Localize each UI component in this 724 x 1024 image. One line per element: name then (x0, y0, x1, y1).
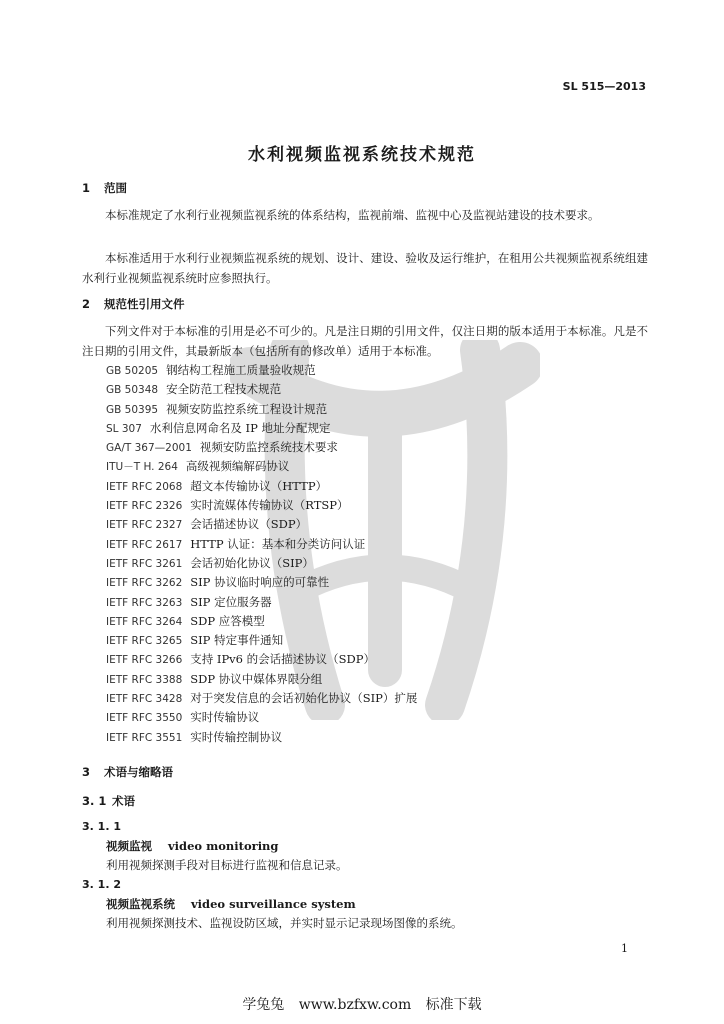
reference-item: IETF RFC 3551 实时传输控制协议 (106, 729, 283, 744)
reference-item: IETF RFC 2327 会话描述协议（SDP） (106, 517, 308, 532)
section-2-title: 规范性引用文件 (104, 297, 185, 311)
term-number: 3. 1. 1 (82, 820, 121, 833)
reference-item: GB 50395 视频安防监控系统工程设计规范 (106, 401, 328, 416)
document-title: 水利视频监视系统技术规范 (248, 145, 476, 165)
reference-item: IETF RFC 3266 支持 IPv6 的会话描述协议（SDP） (106, 652, 375, 667)
term-name (106, 896, 356, 912)
reference-item: GB 50348 安全防范工程技术规范 (106, 382, 282, 397)
subsection-3-1-title: 术语 (112, 794, 135, 808)
term-en: video surveillance system (191, 897, 356, 911)
reference-item: IETF RFC 2617 HTTP 认证：基本和分类访问认证 (106, 536, 366, 551)
reference-item: ITU－T H. 264 高级视频编解码协议 (106, 459, 290, 474)
term-number: 3. 1. 2 (82, 878, 121, 891)
normative-intro: 下列文件对于本标准的引用是必不可少的。凡是注日期的引用文件，仅注日期的版本适用于本标准。凡是不注日期的引用文件，其最新版本（包括所有的修改单）适用于本标准。 (82, 324, 648, 358)
reference-list (106, 361, 417, 747)
section-2-heading (82, 296, 185, 312)
section-1-number: 1 (82, 181, 91, 195)
scope-paragraph-2: 本标准适用于水利行业视频监视系统的规划、设计、建设、验收及运行维护，在租用公共视频监视系统组建水利行业视频监视系统时应参照执行。 (82, 251, 648, 285)
section-1-title: 范围 (104, 181, 127, 195)
reference-item: IETF RFC 3428 对于突发信息的会话初始化协议（SIP）扩展 (106, 691, 418, 706)
section-3-number: 3 (82, 765, 91, 779)
term-name (106, 838, 278, 854)
reference-item: GB 50205 钢结构工程施工质量验收规范 (106, 363, 316, 377)
reference-item: SL 307 水利信息网命名及 IP 地址分配规定 (106, 420, 331, 435)
reference-item: IETF RFC 2068 超文本传输协议（HTTP） (106, 478, 328, 493)
subsection-3-1-number: 3. 1 (82, 794, 107, 808)
reference-item: IETF RFC 3388 SDP 协议中媒体界限分组 (106, 671, 323, 686)
reference-item: IETF RFC 3261 会话初始化协议（SIP） (106, 555, 314, 570)
section-3-heading (82, 764, 173, 780)
section-3-title: 术语与缩略语 (104, 765, 173, 779)
footer-watermark-text: 学兔兔 www.bzfxw.com 标准下载 (242, 997, 482, 1013)
reference-item: IETF RFC 3263 SIP 定位服务器 (106, 594, 272, 609)
term-definition: 利用视频探测手段对目标进行监视和信息记录。 (106, 858, 348, 872)
scope-paragraph-1: 本标准规定了水利行业视频监视系统的体系结构，监视前端、监视中心及监视站建设的技术要求。 (105, 208, 600, 222)
reference-item: IETF RFC 3262 SIP 协议临时响应的可靠性 (106, 575, 330, 590)
subsection-3-1-heading (82, 793, 135, 809)
term-zh: 视频监视 (106, 839, 152, 853)
page-number: 1 (621, 942, 628, 955)
reference-item: IETF RFC 3550 实时传输协议 (106, 710, 260, 725)
term-zh: 视频监视系统 (106, 897, 175, 911)
term-en: video monitoring (168, 839, 279, 853)
reference-item: IETF RFC 2326 实时流媒体传输协议（RTSP） (106, 498, 349, 513)
section-1-heading (82, 180, 127, 196)
standard-code: SL 515—2013 (562, 80, 646, 93)
reference-item: IETF RFC 3264 SDP 应答模型 (106, 613, 265, 628)
reference-item: GA/T 367—2001 视频安防监控系统技术要求 (106, 440, 338, 455)
section-2-number: 2 (82, 297, 91, 311)
reference-item: IETF RFC 3265 SIP 特定事件通知 (106, 633, 284, 648)
term-definition: 利用视频探测技术、监视设防区域，并实时显示记录现场图像的系统。 (106, 916, 463, 930)
